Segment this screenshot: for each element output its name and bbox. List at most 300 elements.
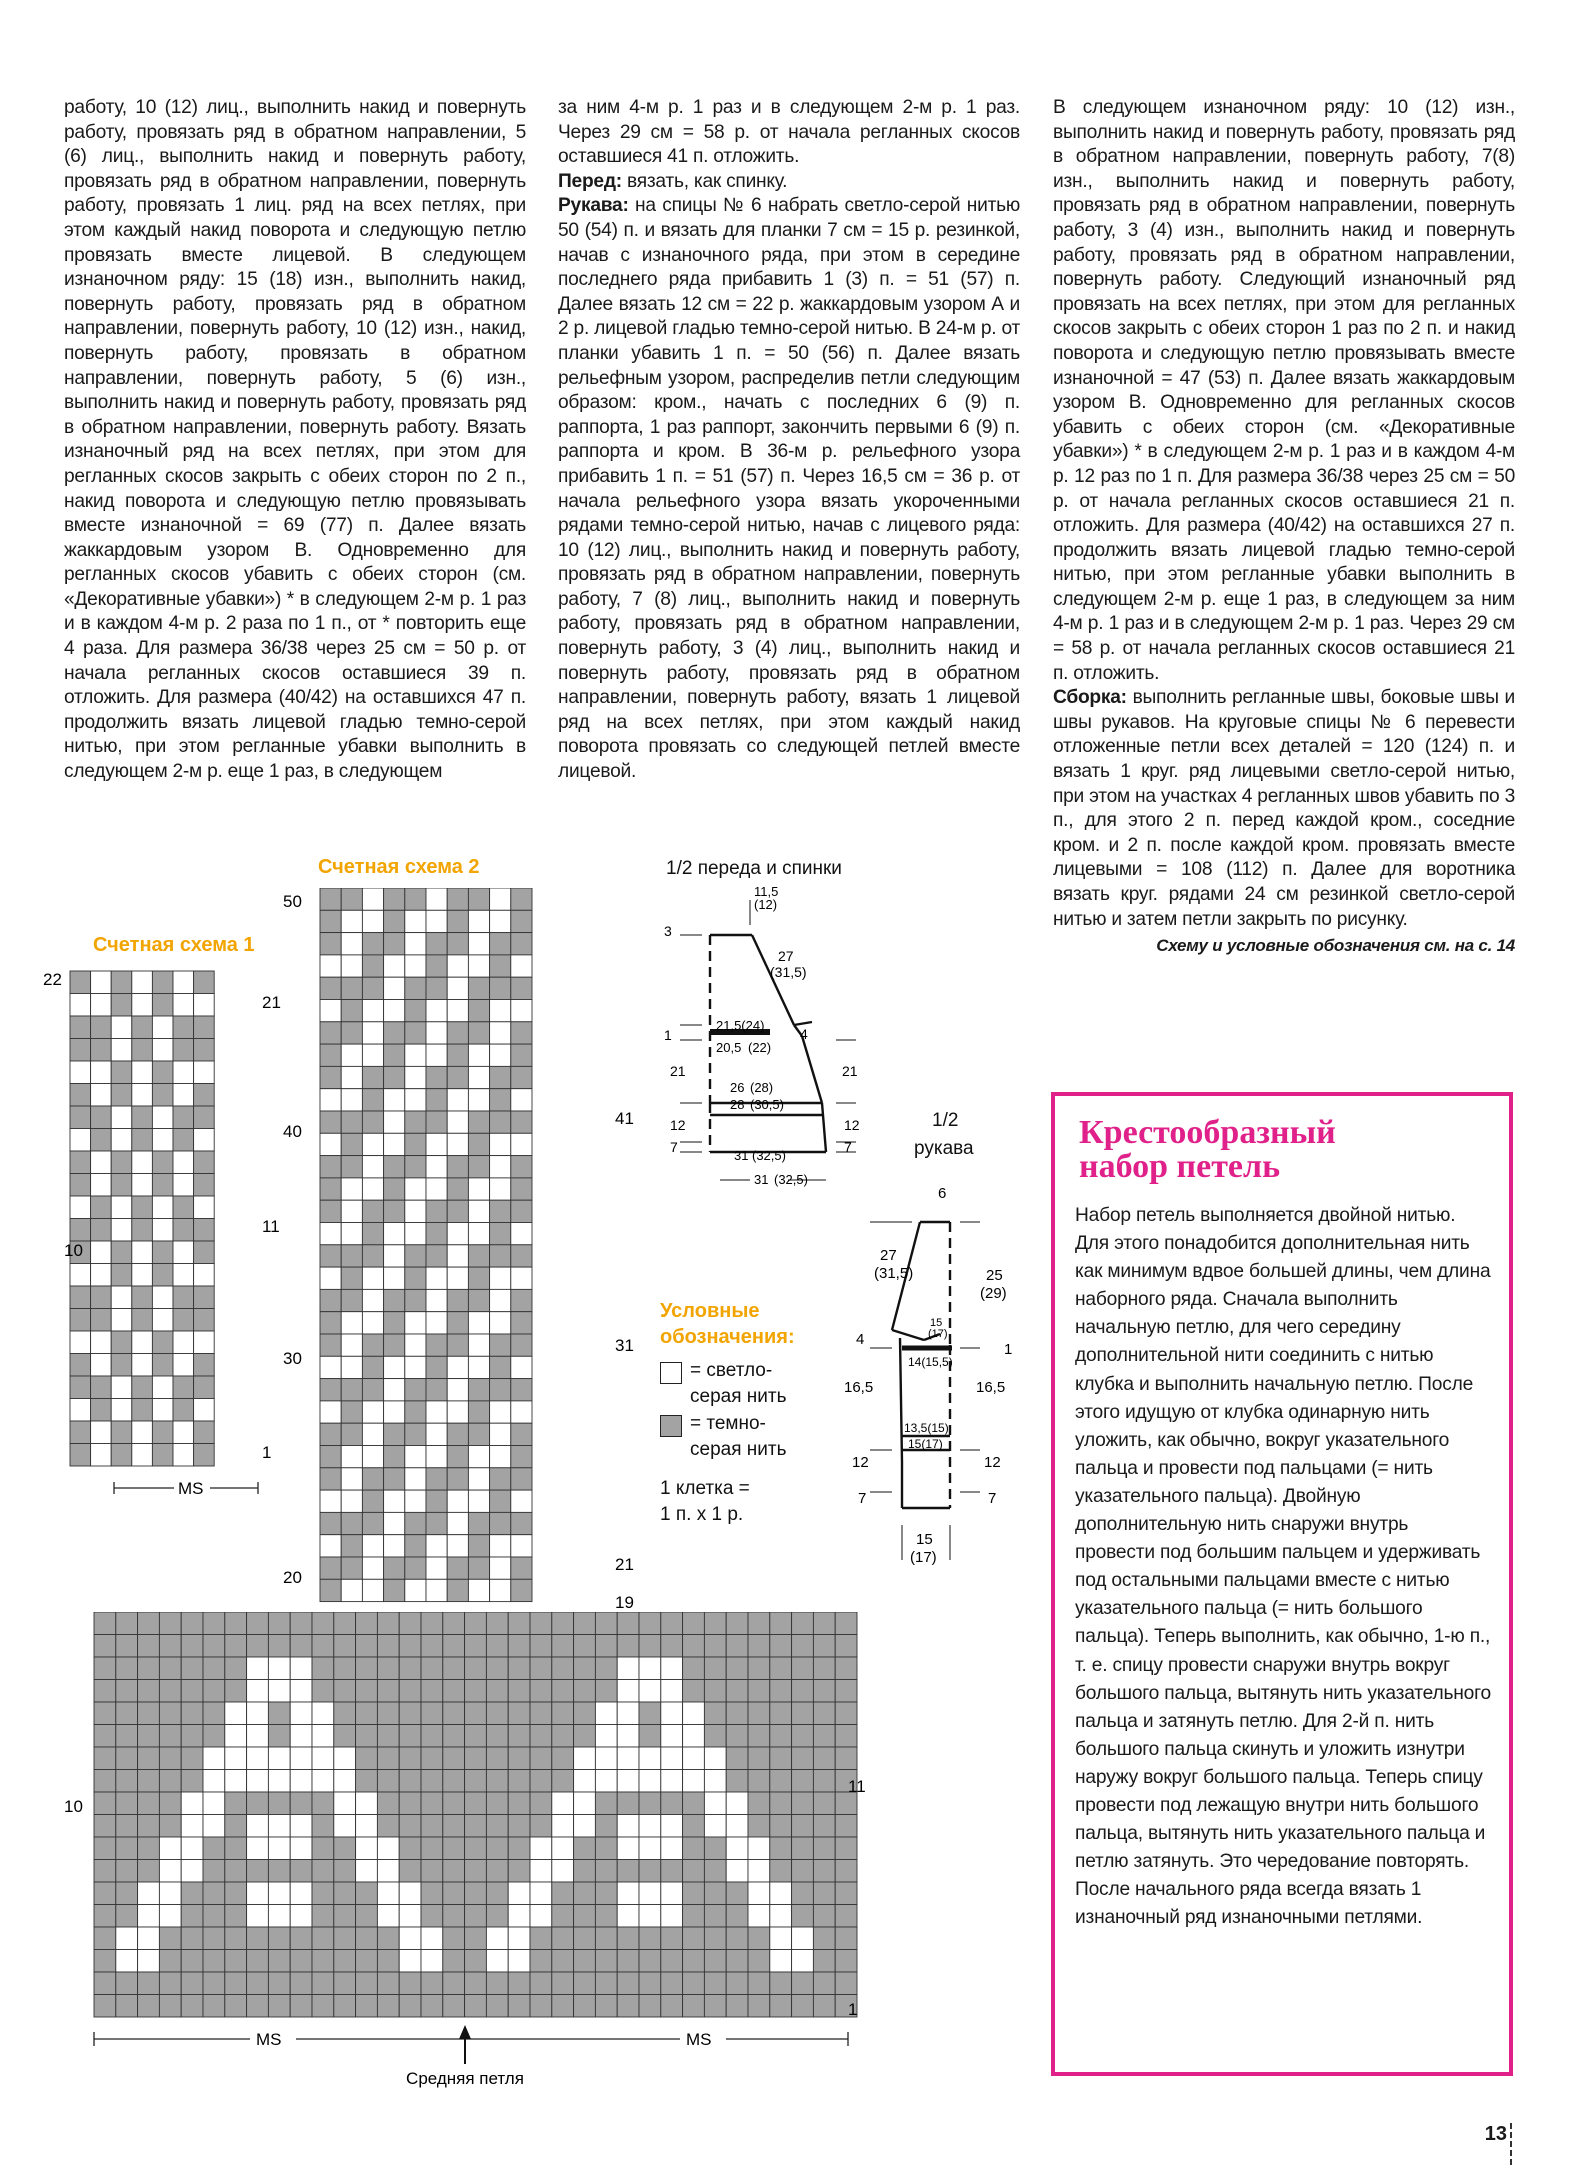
chart-cell [748, 1927, 770, 1950]
chart-cell [511, 1178, 532, 1200]
chart-cell [468, 910, 489, 932]
chart-cell [111, 1444, 132, 1467]
chart-cell [91, 1421, 112, 1444]
chart-cell [465, 1882, 487, 1905]
chart-cell [748, 1860, 770, 1883]
chart-cell [443, 1702, 465, 1725]
chart-cell [726, 1815, 748, 1838]
chart-cell [405, 977, 426, 999]
chart-cell [290, 1950, 312, 1973]
chart-cell [421, 1815, 443, 1838]
chart-cell [639, 1747, 661, 1770]
chart-cell [91, 1444, 112, 1467]
chart-cell [225, 1680, 247, 1703]
chart-cell [268, 1837, 290, 1860]
chart-cell [152, 1151, 173, 1174]
chart-cell [617, 1635, 639, 1658]
chart-cell [468, 1000, 489, 1022]
chart-cell [111, 1376, 132, 1399]
chart-cell [813, 1950, 835, 1973]
assembly-text: выполнить регланные швы, боковые швы и швы рукавов. На круговые спицы № 6 перевести отложенные петли всех деталей = 120 (124) п. и вязать 1 круг. ряд лицевыми светло-серой нитью, при этом на участках 4 регланных швов убавить по 3 п., для этого 2 п. перед каждой кром., соседние кром. и 2 п. после каждой кром. провязать вместе лицевыми = 108 (112) п. Далее для воротника вязать круг. рядами 24 см резинкой светло-серой нитью и затем петли закрыть по рисунку. [1053, 687, 1515, 930]
chart-cell [384, 1490, 405, 1512]
chart-cell [173, 1039, 194, 1062]
chart-cell [312, 1815, 334, 1838]
schematic-sleeve-label: (29) [980, 1285, 1007, 1302]
chart-cell [91, 1219, 112, 1242]
chart-cell [683, 1612, 705, 1635]
chart-cell [508, 1950, 530, 1973]
chart-cell [813, 1657, 835, 1680]
chart-cell [835, 1837, 857, 1860]
chart-cell [334, 1747, 356, 1770]
chart-cell [138, 1860, 160, 1883]
chart-cell [268, 1950, 290, 1973]
chart-cell [203, 1792, 225, 1815]
chart-cell [770, 1995, 792, 2018]
chart-cell [152, 1016, 173, 1039]
chart-cell [312, 1995, 334, 2018]
chart-cell [94, 1995, 116, 2018]
chart-cell [203, 1860, 225, 1883]
chart-cell [181, 1927, 203, 1950]
chart-cell [770, 1972, 792, 1995]
chart-cell [152, 971, 173, 994]
chart-cell [490, 1401, 511, 1423]
chart-cell [194, 1196, 215, 1219]
chart-cell [813, 1770, 835, 1793]
chart-cell [116, 1950, 138, 1973]
chart-cell [173, 1174, 194, 1197]
chart-cell [377, 1792, 399, 1815]
chart-cell [70, 1399, 91, 1422]
chart-cell [595, 1972, 617, 1995]
chart-cell [399, 1905, 421, 1928]
chart-cell [116, 1860, 138, 1883]
chart-cell [552, 1612, 574, 1635]
chart-cell [173, 1129, 194, 1152]
chart-cell [268, 1612, 290, 1635]
chart-cell [111, 1219, 132, 1242]
chart-cell [421, 1860, 443, 1883]
chart-cell [443, 1815, 465, 1838]
chart-cell [405, 1000, 426, 1022]
chart-cell [405, 1446, 426, 1468]
chart-cell [486, 1792, 508, 1815]
schematic-body-label: (28) [750, 1080, 774, 1095]
chart-cell [152, 1084, 173, 1107]
schematic-sleeve-label: 4 [856, 1331, 865, 1348]
chart-cell [552, 1680, 574, 1703]
schematic-sleeve-label: (17) [910, 1549, 937, 1566]
chart-cell [334, 1792, 356, 1815]
chart-cell [384, 1223, 405, 1245]
chart-cell [290, 1702, 312, 1725]
schematic-body-label: (22) [748, 1040, 772, 1055]
chart-cell [552, 1770, 574, 1793]
chart-cell [91, 1309, 112, 1332]
chart-cell [574, 1792, 596, 1815]
chart-cell [511, 888, 532, 910]
chart-cell [181, 1702, 203, 1725]
chart-cell [181, 1657, 203, 1680]
chart-cell [377, 1860, 399, 1883]
chart-cell [91, 1084, 112, 1107]
chart-cell [552, 1882, 574, 1905]
chart-cell [356, 1770, 378, 1793]
chart-cell [421, 1927, 443, 1950]
chart-cell [447, 1066, 468, 1088]
schematic-body-label: 27 [778, 948, 794, 964]
chart-cell [384, 1200, 405, 1222]
chart-cell [356, 1815, 378, 1838]
chart-cell [405, 1044, 426, 1066]
chart-cell [405, 1245, 426, 1267]
chart-cell [511, 910, 532, 932]
chart-cell [203, 1972, 225, 1995]
chart-cell [132, 1421, 153, 1444]
chart-cell [617, 1725, 639, 1748]
chart-cell [639, 1792, 661, 1815]
chart-cell [405, 910, 426, 932]
chart-cell [384, 888, 405, 910]
chart-cell [152, 1129, 173, 1152]
chart-cell [426, 1022, 447, 1044]
chart-cell [490, 1089, 511, 1111]
chart-cell [443, 1995, 465, 2018]
chart-cell [468, 1334, 489, 1356]
chart-cell [111, 1129, 132, 1152]
chart-cell [468, 1423, 489, 1445]
chart-cell [356, 1635, 378, 1658]
chart-cell [384, 1312, 405, 1334]
chart-cell [159, 1680, 181, 1703]
chart-cell [617, 1702, 639, 1725]
chart-cell [447, 1044, 468, 1066]
chart-cell [595, 1657, 617, 1680]
chart-cell [426, 1289, 447, 1311]
chart-cell [384, 1044, 405, 1066]
chart-cell [159, 1725, 181, 1748]
chart-cell [247, 1635, 269, 1658]
chart-cell [132, 1174, 153, 1197]
chart-cell [639, 1927, 661, 1950]
chart-cell [70, 1016, 91, 1039]
chart-cell [511, 1111, 532, 1133]
chart-cell [111, 1196, 132, 1219]
chart-cell [320, 1289, 341, 1311]
chart2-row-label: 40 [283, 1122, 302, 1141]
chart-cell [91, 1264, 112, 1287]
schematic-body [650, 880, 890, 1200]
schematic-body-label: 21 [842, 1063, 858, 1079]
chart-cell [70, 1039, 91, 1062]
chart-cell [683, 1635, 705, 1658]
chart-cell [726, 1837, 748, 1860]
chart-cell [465, 1657, 487, 1680]
chart2-row-label: 30 [283, 1349, 302, 1368]
chart-cell [426, 1579, 447, 1601]
chart-cell [173, 1286, 194, 1309]
chart-cell [116, 1635, 138, 1658]
chart-cell [334, 1927, 356, 1950]
chart-cell [511, 1490, 532, 1512]
chart-cell [362, 1535, 383, 1557]
chart-cell [447, 1000, 468, 1022]
chart-cell [384, 1000, 405, 1022]
chart-cell [813, 1792, 835, 1815]
chart-cell [447, 1468, 468, 1490]
chart-cell [748, 1995, 770, 2018]
chart-cell [704, 1612, 726, 1635]
chart-cell [320, 1379, 341, 1401]
chart-cell [341, 1133, 362, 1155]
chart-cell [247, 1702, 269, 1725]
paragraph-back-continued: работу, 10 (12) лиц., выполнить накид и повернуть работу, провязать ряд в обратном направлении, 5 (6) лиц., выполнить накид и повернуть работу, провязать ряд в обратном направлении, повернуть работу, провязать 1 лиц. ряд на всех петлях, при этом каждый накид поворота и следующую петлю провязать вместе лицевой. В следующем изнаночном ряду: 15 (18) изн., выполнить накид, повернуть работу, провязать ряд в обратном направлении, повернуть работу, 10 (12) изн., накид, повернуть работу, провязать в обратном направлении, повернуть работу, 5 (6) изн., выполнить накид и повернуть работу, провязать ряд в обратном направлении, повернуть работу. Вязать изнаночный ряд на всех петлях, при этом для регланных скосов закрыть с обеих сторон по 2 п., накид поворота и следующую петлю провязывать вместе изнаночной = 69 (77) п. Далее вязать жаккардовым узором В. Одновременно для регланных скосов убавить с обеих сторон (см. «Декоративные убавки») * в следующем 2-м р. 1 раз и в каждом 4-м р. 2 раза по 1 п., от * повторить еще 4 раза. Для размера 36/38 через 25 см = 50 р. от начала регланных скосов оставшиеся 39 п. отложить. Для размера (40/42) на оставшихся 47 п. продолжить вязать лицевой гладью темно-серой нитью, при этом регланные убавки выполнить в следующем 2-м р. еще 1 раз, в следующем [64, 97, 526, 783]
chart-cell [132, 1399, 153, 1422]
chart-cell [748, 1702, 770, 1725]
chart-cell [792, 1905, 814, 1928]
chart-cell [138, 1702, 160, 1725]
chart-cell [490, 1312, 511, 1334]
chart-cell [511, 1066, 532, 1088]
chart-cell [111, 1421, 132, 1444]
chart-cell [792, 1792, 814, 1815]
chart-cell [247, 1612, 269, 1635]
chart-cell [661, 1680, 683, 1703]
chart-cell [138, 1747, 160, 1770]
chart-cell [362, 1557, 383, 1579]
chart-cell [268, 1995, 290, 2018]
chart-cell [468, 1156, 489, 1178]
chart-cell [268, 1905, 290, 1928]
chart-cell [138, 1837, 160, 1860]
chart-cell [426, 1089, 447, 1111]
chart-cell [490, 1111, 511, 1133]
chart-cell [173, 1421, 194, 1444]
chart-cell [443, 1635, 465, 1658]
chart-cell [70, 1421, 91, 1444]
chart-cell [111, 994, 132, 1017]
chart-cell [421, 1905, 443, 1928]
chart-cell [116, 1702, 138, 1725]
chart-cell [770, 1927, 792, 1950]
chart-cell [384, 933, 405, 955]
chart-cell [490, 1133, 511, 1155]
chart-cell [181, 1837, 203, 1860]
chart-cell [334, 1657, 356, 1680]
chart-cell [792, 1770, 814, 1793]
chart-cell [511, 977, 532, 999]
chart-cell [362, 1356, 383, 1378]
chart-cell [726, 1995, 748, 2018]
chart-cell [486, 1860, 508, 1883]
chart-cell [312, 1927, 334, 1950]
chart-cell [225, 1860, 247, 1883]
chart-cell [341, 1334, 362, 1356]
chart-cell [290, 1882, 312, 1905]
chart-cell [159, 1635, 181, 1658]
chart-cell [468, 1223, 489, 1245]
chart-cell [511, 1356, 532, 1378]
chart-cell [617, 1995, 639, 2018]
chart-cell [384, 1356, 405, 1378]
chart-cell [421, 1792, 443, 1815]
chart-cell [203, 1770, 225, 1793]
chart-cell [70, 1129, 91, 1152]
chart-cell [181, 1905, 203, 1928]
chart-cell [341, 910, 362, 932]
chart-cell [748, 1837, 770, 1860]
chart-cell [111, 1399, 132, 1422]
chart-cell [595, 1927, 617, 1950]
chart-cell [132, 1376, 153, 1399]
chart-cell [384, 977, 405, 999]
chart-cell [447, 1423, 468, 1445]
chart-cell [835, 1927, 857, 1950]
chart-cell [203, 1927, 225, 1950]
chart-cell [290, 1612, 312, 1635]
chart-cell [726, 1860, 748, 1883]
chart-cell [447, 1289, 468, 1311]
chart-cell [443, 1612, 465, 1635]
chart-cell [447, 1022, 468, 1044]
chart-cell [530, 1972, 552, 1995]
schematic-body-label: 7 [670, 1139, 678, 1155]
info-box-title-line1: Крестообразный [1079, 1114, 1336, 1151]
chart-cell [111, 1331, 132, 1354]
chart-cell [225, 1635, 247, 1658]
chart-cell [426, 1223, 447, 1245]
chart-cell [468, 977, 489, 999]
chart-cell [159, 1815, 181, 1838]
chart-cell [405, 1066, 426, 1088]
chart-cell [661, 1770, 683, 1793]
chart1-row-label: 10 [64, 1241, 83, 1260]
chart2-row-label: 1 [848, 2000, 858, 2019]
legend-scale-b: 1 п. х 1 р. [660, 1504, 744, 1525]
schematic-sleeve-label: 7 [858, 1490, 867, 1507]
chart-cell [405, 1334, 426, 1356]
chart-cell [508, 1657, 530, 1680]
chart-cell [530, 1905, 552, 1928]
chart-cell [356, 1860, 378, 1883]
chart-cell [421, 1950, 443, 1973]
chart-cell [617, 1860, 639, 1883]
chart-cell [173, 1196, 194, 1219]
text-column-3 [1053, 96, 1515, 959]
chart-cell [203, 1702, 225, 1725]
chart-cell [726, 1950, 748, 1973]
chart-cell [181, 1972, 203, 1995]
chart-cell [813, 1837, 835, 1860]
chart-cell [661, 1927, 683, 1950]
chart-cell [377, 1725, 399, 1748]
chart-cell [290, 1792, 312, 1815]
chart-cell [111, 1016, 132, 1039]
chart-cell [116, 1612, 138, 1635]
chart-cell [530, 1927, 552, 1950]
chart-cell [377, 1702, 399, 1725]
chart-cell [661, 1905, 683, 1928]
chart-cell [173, 1331, 194, 1354]
chart-cell [465, 1837, 487, 1860]
schematic-body-label: 12 [844, 1117, 860, 1133]
legend-light-label-b: серая нить [690, 1386, 787, 1407]
chart-cell [377, 1612, 399, 1635]
chart-cell [203, 1882, 225, 1905]
chart-cell [770, 1837, 792, 1860]
chart-cell [508, 1995, 530, 2018]
chart-cell [70, 1286, 91, 1309]
chart-cell [132, 1331, 153, 1354]
schematic-sleeve-label: 16,5 [844, 1379, 874, 1396]
chart-cell [447, 1401, 468, 1423]
chart-cell [511, 1267, 532, 1289]
chart-cell [447, 1200, 468, 1222]
chart-cell [813, 1635, 835, 1658]
chart-cell [111, 1151, 132, 1174]
chart-cell [225, 1725, 247, 1748]
chart-cell [138, 1882, 160, 1905]
chart-cell [447, 1111, 468, 1133]
schematic-body-label: 21,5(24) [716, 1018, 765, 1033]
chart-cell [290, 1635, 312, 1658]
chart-cell [595, 1950, 617, 1973]
chart-cell [683, 1972, 705, 1995]
paragraph-sleeves-continued: В следующем изнаночном ряду: 10 (12) изн., выполнить накид и повернуть работу, провязать ряд в обратном направлении, повернуть работу, 7(8) изн., выполнить накид и повернуть работу, провязать ряд в обратном направлении, повернуть работу, 3 (4) изн., выполнить накид и повернуть работу, провязать ряд в обратном направлении, повернуть работу. Следующий изнаночный ряд провязать на всех петлях, при этом для регланных скосов закрыть с обеих сторон 1 раз по 2 п. и накид поворота и следующую петлю провязывать вместе изнаночной = 47 (53) п. Далее вязать жаккардовым узором В. Одновременно для регланных скосов убавить с обеих сторон (см. «Декоративные убавки») * в следующем 2-м р. 1 раз и в каждом 4-м р. 12 раз по 1 п. Для размера 36/38 через 25 см = 50 р. от начала регланных скосов оставшиеся 21 п. отложить. Для размера (40/42) на оставшихся 27 п. продолжить вязать лицевой гладью темно-серой нитью, при этом регланные убавки выполнить в следующем 2-м р. еще 1 раз, в следующем за ним 4-м р. 1 раз и в следующем 2-м р. 1 раз. Через 29 см = 58 р. от начала регланных скосов оставшиеся 21 п. отложить. [1053, 97, 1515, 684]
chart2-row-label: 41 [615, 1109, 634, 1128]
chart-cell [552, 1860, 574, 1883]
chart-cell [91, 1039, 112, 1062]
schematic-sleeve-label: 13,5(15) [904, 1421, 949, 1435]
chart-cell [511, 1156, 532, 1178]
chart-cell [770, 1770, 792, 1793]
chart-cell [486, 1905, 508, 1928]
chart-cell [70, 1084, 91, 1107]
chart-cell [132, 1061, 153, 1084]
chart-cell [443, 1657, 465, 1680]
chart-cell [405, 933, 426, 955]
chart-cell [320, 1044, 341, 1066]
chart-cell [511, 1200, 532, 1222]
schematic-sleeve-label: 12 [852, 1454, 869, 1471]
chart-cell [405, 1423, 426, 1445]
chart-cell [384, 1133, 405, 1155]
center-stitch-label: Средняя петля [406, 2069, 524, 2088]
chart-cell [70, 1376, 91, 1399]
chart-cell [813, 1815, 835, 1838]
chart2-title: Счетная схема 2 [318, 856, 480, 878]
chart-cell [511, 1468, 532, 1490]
chart-cell [194, 1174, 215, 1197]
chart-cell [639, 1635, 661, 1658]
chart-cell [726, 1972, 748, 1995]
chart-cell [132, 1106, 153, 1129]
chart-cell [405, 1557, 426, 1579]
chart-cell [181, 1680, 203, 1703]
chart-cell [683, 1950, 705, 1973]
chart-cell [813, 1927, 835, 1950]
chart-cell [486, 1815, 508, 1838]
info-box-title-line2: набор петель [1079, 1148, 1281, 1185]
chart-cell [813, 1860, 835, 1883]
chart-cell [426, 1423, 447, 1445]
chart-cell [426, 1490, 447, 1512]
chart-cell [704, 1995, 726, 2018]
legend-title-b: обозначения: [660, 1326, 795, 1348]
chart-cell [320, 1267, 341, 1289]
chart2-row-label: 10 [64, 1797, 83, 1816]
